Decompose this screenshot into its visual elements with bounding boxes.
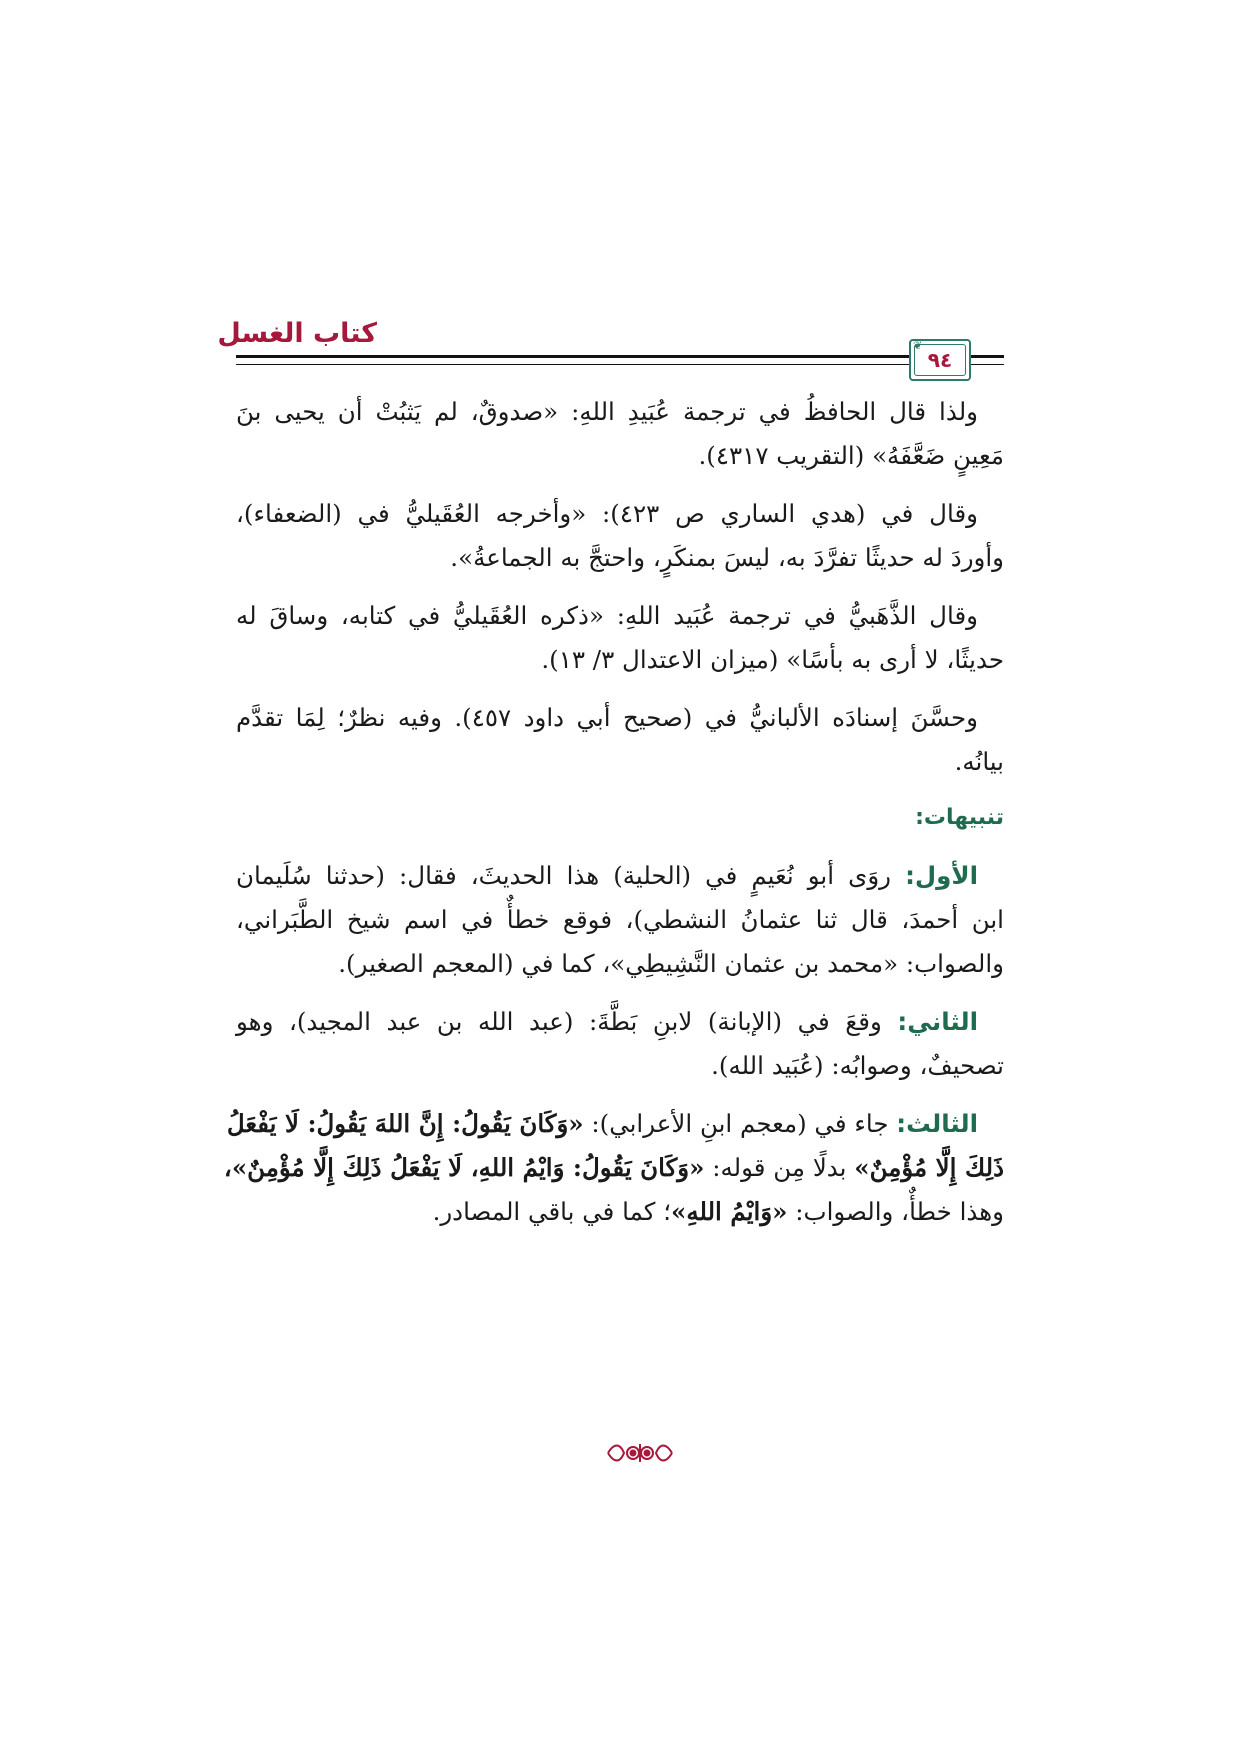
hadith-quote: «وَكَانَ يَقُولُ: وَايْمُ اللهِ، لَا يَفْعَلُ ذَلِكَ إِلَّا مُؤْمِنٌ»، [223,1153,705,1182]
paragraph-line [236,1000,1004,1044]
note-lead: الثالث: [896,1109,978,1138]
note-first [236,854,1004,986]
note-text: وهذا خطأٌ، والصواب: [787,1197,1004,1226]
hadith-quote: ذَلِكَ إِلَّا مُؤْمِنٌ» [854,1153,1004,1182]
paragraph-line: ولذا قال الحافظُ في ترجمة عُبَيدِ اللهِ: «صدوقٌ، لم يَثبُتْ أن يحيى بنَ [236,397,978,426]
note-text: ؛ كما في باقي المصادر. [432,1197,672,1226]
paragraph-line: ابن أحمدَ، قال ثنا عثمانُ النشطي)، فوقع خطأٌ في اسم شيخ الطَّبَراني، [236,905,1004,934]
note-lead: الأول: [905,861,978,890]
paragraph-3 [236,594,1004,682]
note-text: بدلًا مِن قوله: [704,1153,855,1182]
paragraph-line: بيانُه. [954,747,1004,776]
hadith-quote: «وَايْمُ اللهِ» [671,1197,788,1226]
paragraph-line: وقال في (هدي الساري ص ٤٢٣): «وأخرجه العُقَيليُّ في (الضعفاء)، [236,499,978,528]
paragraph-2 [236,492,1004,580]
note-text: جاء في (معجم ابنِ الأعرابي): [583,1109,897,1138]
chapter-title: كتاب الغسل [217,318,377,349]
note-text: وقعَ في (الإبانة) لابنِ بَطَّةَ: (عبد الله بن عبد المجيد)، وهو [236,1007,898,1036]
paragraph-line [236,1190,1004,1234]
note-lead: الثاني: [897,1007,978,1036]
paragraph-1 [236,390,1004,478]
paragraph-line [226,1102,1004,1146]
paragraph-line: والصواب: «محمد بن عثمان النَّشِيطِي»، كما في (المعجم الصغير). [338,949,1004,978]
header-rule-thin [236,364,1004,365]
paragraph-line: وأوردَ له حديثًا تفرَّدَ به، ليسَ بمنكَرٍ، واحتجَّ به الجماعةُ». [450,543,1004,572]
note-second [236,1000,1004,1088]
hadith-quote: «وَكَانَ يَقُولُ: إِنَّ اللهَ يَقُولُ: لَا يَفْعَلُ [226,1109,584,1138]
note-text: روَى أبو نُعَيمٍ في (الحلية) هذا الحديثَ، فقال: (حدثنا سُلَيمان [236,861,906,890]
section-end-ornament-icon [600,1438,680,1468]
paragraph-line: وقال الذَّهَبيُّ في ترجمة عُبَيد اللهِ: «ذكره العُقَيليُّ في كتابه، وساقَ له [236,601,978,630]
paragraph-line: مَعِينٍ ضَعَّفَهُ» (التقريب ٤٣١٧). [698,441,1004,470]
paragraph-4 [236,696,1004,784]
header-rule-thick [236,355,1004,358]
paragraph-line: وحسَّنَ إسنادَه الألبانيُّ في (صحيح أبي داود ٤٥٧). وفيه نظرٌ؛ لِمَا تقدَّم [236,703,978,732]
page-number-badge [909,339,971,381]
paragraph-line [223,1146,1004,1190]
note-third [223,1102,1004,1234]
page-number: ٩٤ [927,348,953,372]
notes-heading: تنبيهات: [915,805,1004,830]
paragraph-line [236,854,1004,898]
page-body [223,390,1004,1248]
paragraph-line: حديثًا، لا أرى به بأسًا» (ميزان الاعتدال ٣/ ١٣). [541,645,1004,674]
paragraph-line: تصحيفٌ، وصوابُه: (عُبَيد الله). [711,1051,1004,1080]
